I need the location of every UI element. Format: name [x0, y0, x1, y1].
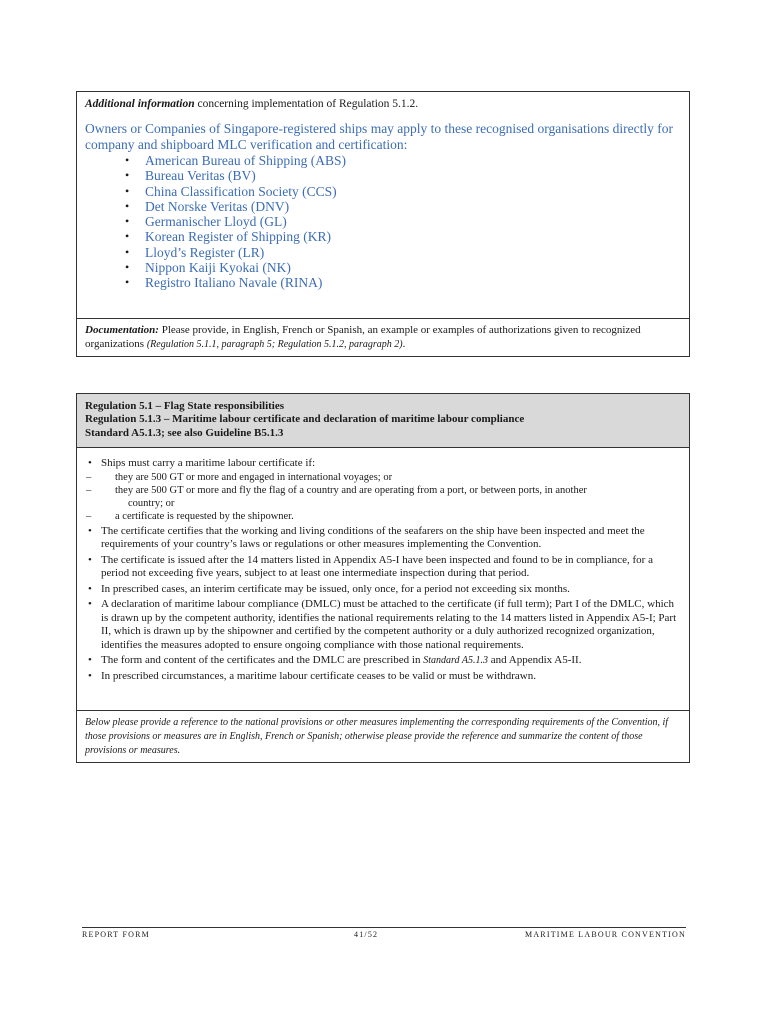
- list-item: • Nippon Kaiji Kyokai (NK): [125, 260, 681, 275]
- regulation-summary: [77, 448, 689, 711]
- regulation-header: [77, 394, 689, 448]
- list-item: • The certificate is issued after the 14 matters listed in Appendix A5-I have been inspected and found to be in compliance, for a period not exceeding five years, subject to at least one intermediate inspection during that period.: [85, 554, 681, 581]
- documentation-text: Please provide, in English, French or Spanish, an example or examples of authorizations given to recognized organizations: [85, 324, 641, 350]
- documentation-section: [77, 319, 689, 352]
- organisations-intro: Owners or Companies of Singapore-registered ships may apply to these recognised organisations directly for company and shipboard MLC verification and certification:: [85, 121, 673, 152]
- list-item: • American Bureau of Shipping (ABS): [125, 153, 681, 168]
- list-item: • China Classification Society (CCS): [125, 184, 681, 199]
- standard-reference: Standard A5.1.3; see also Guideline B5.1.3: [85, 426, 284, 439]
- bullet-text: Ships must carry a maritime labour certificate if:: [101, 457, 316, 469]
- bullet-text-continued: country; or: [128, 497, 175, 509]
- list-item: • A declaration of maritime labour compliance (DMLC) must be attached to the certificate (if full term); Part I of the DMLC, which is drawn up by the competent authority, identifies the national requirements relating to the 14 matters listed in Appendix A5-I; Part II, which is drawn up by the shipowner and certified by the competent authority or a duly authorized recognized organization, identifies the measures adopted to ensure ongoing compliance with those national requirements.: [85, 598, 681, 652]
- documentation-end: .: [402, 338, 406, 350]
- page-number: 41/52: [354, 930, 379, 939]
- list-item: [85, 457, 681, 523]
- standard-reference-inline: Standard A5.1.3: [423, 655, 488, 666]
- list-item: • In prescribed cases, an interim certificate may be issued, only once, for a period not exceeding six months.: [85, 583, 681, 597]
- list-item: [85, 654, 681, 668]
- list-item: • In prescribed circumstances, a maritime labour certificate ceases to be valid or must be withdrawn.: [85, 670, 681, 684]
- summary-bullets: [85, 457, 681, 683]
- list-item: – they are 500 GT or more and engaged in international voyages; or: [85, 471, 681, 484]
- regulation-subtitle: Regulation 5.1.3 – Maritime labour certificate and declaration of maritime labour compliance: [85, 413, 525, 426]
- additional-information-label: Additional information: [85, 98, 195, 110]
- list-item: • The certificate certifies that the working and living conditions of the seafarers on the ship have been inspected and meet the requirements of your country’s laws or regulations or other measures implementing the Convention.: [85, 525, 681, 552]
- bullet-text: The form and content of the certificates and the DMLC are prescribed in: [101, 654, 424, 666]
- page-footer: [82, 927, 686, 939]
- list-item: • Germanischer Lloyd (GL): [125, 214, 681, 229]
- list-item: • Bureau Veritas (BV): [125, 168, 681, 183]
- list-item: • Det Norske Veritas (DNV): [125, 199, 681, 214]
- regulation-5-1-3-box: [76, 393, 690, 763]
- list-item: • Lloyd’s Register (LR): [125, 245, 681, 260]
- regulation-title: Regulation 5.1 – Flag State responsibilities: [85, 400, 285, 412]
- documentation-label: Documentation:: [85, 324, 159, 336]
- list-item: • Korean Register of Shipping (KR): [125, 229, 681, 244]
- list-item: – a certificate is requested by the shipowner.: [85, 510, 681, 523]
- list-item: [85, 484, 681, 510]
- footer-report-form: REPORT FORM: [82, 930, 150, 939]
- condition-list: [101, 471, 681, 523]
- additional-information-section: [77, 92, 689, 319]
- additional-information-rest: concerning implementation of Regulation 5.1.2.: [194, 98, 419, 110]
- reference-instructions: Below please provide a reference to the national provisions or other measures implementing the corresponding requirements of the Convention, if those provisions or measures are in English, French or Spanish; otherwise please provide the reference and summarize the content of those provisions or measures.: [85, 717, 669, 756]
- additional-information-heading: [85, 97, 681, 111]
- list-item: • Registro Italiano Navale (RINA): [125, 275, 681, 290]
- organisations-list: [85, 153, 681, 291]
- documentation-reference: (Regulation 5.1.1, paragraph 5; Regulation 5.1.2, paragraph 2): [146, 339, 403, 350]
- footer-convention-title: MARITIME LABOUR CONVENTION: [525, 930, 686, 939]
- additional-information-box: [76, 91, 690, 357]
- bullet-text-end: and Appendix A5-II.: [487, 654, 582, 666]
- bullet-text: they are 500 GT or more and fly the flag of a country and are operating from a port, or between ports, in another: [115, 484, 587, 496]
